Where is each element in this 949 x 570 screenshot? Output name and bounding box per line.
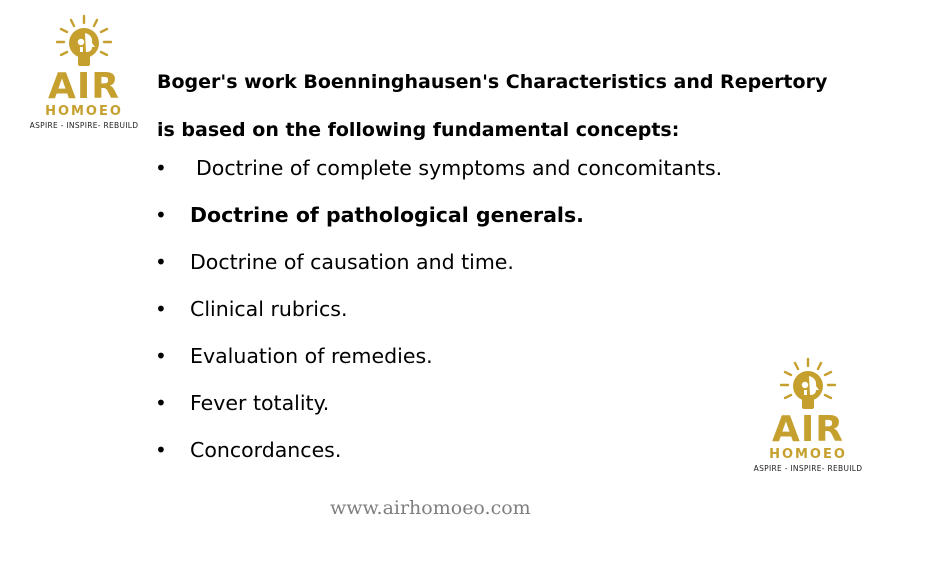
logo-tagline: ASPIRE - INSPIRE- REBUILD: [29, 121, 139, 130]
logo-brand-text: AIR: [48, 66, 120, 107]
brand-logo-bottom: [752, 355, 864, 475]
logo-name-text: HOMOEO: [769, 447, 847, 462]
list-item-text: Doctrine of complete symptoms and concomitants.: [196, 155, 723, 180]
list-item-text: Clinical rubrics.: [190, 296, 348, 321]
list-item-text: Doctrine of causation and time.: [190, 249, 514, 274]
bullet-icon: •: [155, 202, 167, 227]
lightbulb-head-icon: [773, 355, 843, 415]
heading-line-2: is based on the following fundamental concepts:: [157, 119, 680, 141]
list-item-text: Concordances.: [190, 437, 342, 462]
list-item: [155, 285, 722, 332]
list-item-text: Evaluation of remedies.: [190, 343, 433, 368]
logo-brand-text: AIR: [772, 409, 844, 450]
list-item: [155, 426, 722, 473]
list-item-text: Doctrine of pathological generals.: [190, 202, 584, 227]
bullet-icon: •: [155, 155, 167, 180]
list-item: [155, 191, 722, 238]
heading-line-1: Boger's work Boenninghausen's Characteristics and Repertory: [157, 71, 828, 93]
website-url: www.airhomoeo.com: [330, 497, 531, 519]
bullet-icon: •: [155, 437, 167, 462]
list-item: [155, 238, 722, 285]
bullet-icon: •: [155, 249, 167, 274]
brand-logo-top: [28, 12, 140, 132]
bullet-icon: •: [155, 296, 167, 321]
list-item: [155, 144, 722, 191]
list-item-text: Fever totality.: [190, 390, 330, 415]
bullet-icon: •: [155, 343, 167, 368]
list-item: [155, 379, 722, 426]
logo-name-text: HOMOEO: [45, 104, 123, 119]
logo-tagline: ASPIRE - INSPIRE- REBUILD: [753, 464, 863, 473]
slide-heading: [157, 58, 827, 154]
bullet-icon: •: [155, 390, 167, 415]
lightbulb-head-icon: [49, 12, 119, 72]
list-item: [155, 332, 722, 379]
concept-list: [155, 144, 722, 473]
